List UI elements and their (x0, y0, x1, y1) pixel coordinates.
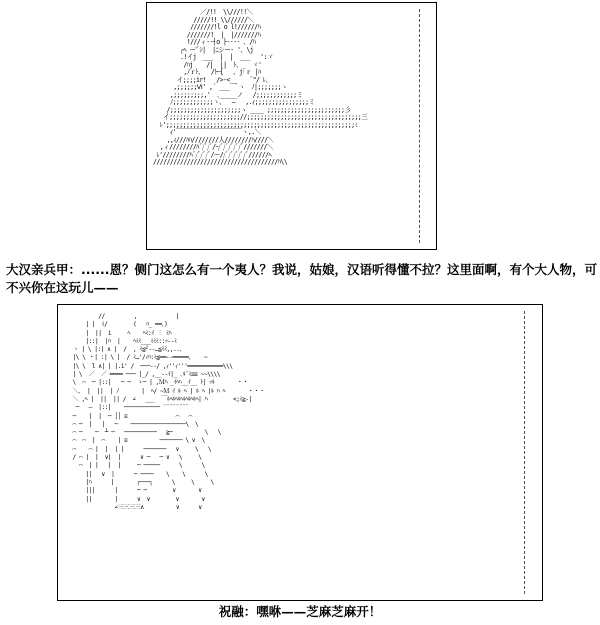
manga-panel-bottom (57, 304, 543, 601)
panel-dashed-divider (419, 9, 420, 243)
dialogue-caption-guard: 大汉亲兵甲：......恩？侧门这怎么有一个夷人？我说，姑娘，汉语听得懂不拉？这里面啊，有个大人物，可不兴你在这玩儿—— (6, 262, 597, 295)
dialogue-caption-zhurong: 祝融：嘿咻——芝麻芝麻开！ (218, 604, 382, 619)
manga-panel-top (146, 2, 437, 250)
ascii-art-figure-attack: // , | | | ﾐ/ ( ﾊ_ ━━、) | || i ﾍ ﾍﾐ:ｲ ︙ ﾐﾊ |::| |ﾊ | ﾍﾐﾐ___ﾐﾐﾐ::ｯ‐‐ﾐ ヽ | \ |:| ∧ | / , ﾐ≦┘‐‐…≦ﾐﾐ,,..、 |\ \ ・| :| \ | / ﾐ…'/ｨﾊ:ﾐ≦━━‐‐━━━━━、 ~ |\ \ l ∧| | |.i' / ───‐‐/ ,ｨ''ｨ'''━━━━━━━━━━━\\\ | \ ／ ／ ━━━━ ─── |_/ ,__‐‐ｲ|_ ､ﾙ¨ﾐ≡≡ ~~\\\\ \ ⌒ ─ |::| ─ ─ ゝ─ | ,Ｍﾊ _ｲﾍﾊ__ｲ__ ﾄ| ｯﾙ ・・ ＼、 | || | ﾉ | ﾍ/ ~Ｍ ｲ ﾙ ﾍ | ﾙ ﾍ |ﾙ ﾊ ﾍ ・・・ ＼ ,ﾍ | || || / ∠ ___ ￣ﾙﾍﾙﾍﾙﾍﾙﾍﾙﾍﾙﾍ| ﾊ <;ﾐ≧-| ─ ― |::| ─────────── ¨¨¨¨¨¨¨¨ ─ | | ─ ││ ≡ ⌒ ⌒ ⌒ ─ | | ─ ─────────────────\ \ ⌒ ─ ─ ┴ ─ ────────── ≧─ \ \ ⌒ ⌒ | ⌒ | ≡ ─────── \ ∨ \ ⌒ ⌒ | | | | ─────── ∨ \ \ / ⌒ | | ∨| | ∨ ─ ─ ∨ \ \ ⌒ | | | | ─ ───── \ \ || ∨ | ─ ──── \ \ \ |ﾊ | ┌───┐ \ \ \ ||| | ─ ─ ∨ ∨ || | ∨ ∨ ∨ ∨ ∠三三三三∧ ∨ ∨ (72, 313, 265, 511)
panel-dashed-divider (524, 311, 525, 594)
ascii-art-figure-veiled-woman: ／/!! \\///!!＼ /////!! \\//////＼ ///////!l o l!//////ﾊ ///////! | |///////ﾊ !///ィ-‐┤o ├‐--‐ 、/ﾊ ┌ﾍ ー'ﾞｼ| |ﾆシー‐ '、\j .!イj ___ | | ___ ':ゞ /ﾊj /| || ﾄ、 ゞ' ,ﾉｒﾄ、 /ﾄｰ{ 、j｢ｒ |ﾊ イ;;;;ir! />-<__ ﾞ"/ ﾚ、 ,;;;;;;Ⅵ' ,´ ___ ｀ヽ ﾉ|;;;;;;;ヽ ,;;;;;;;;;,' ､_____ノ /;;;;;;;;;;;;ミ ﾉ;;;;;;;;;;;;ゝ、 ― ,.ｨ;;;;;;;;;;;;;;;;ミ /;;;;;;;;;;;;;;;;;;;;;ヽ ____ ;;;;;;;;;;;;;;;;;;;;;;;彡 イ;;;;;;;;;;;;;;;;;;;;;//;;;;;;;;;;;;;;;;;;;;;;;;;;;;;;;;;;三 ﾚ';;;;;;;;;;;;;;;;;;;;;;;;;;;;;;;;;;;;;;;;;;;;;;;;;;;;;;;;ﾐ ｨ'￣￣￣￣￣￣￣￣￣￣￣ヽ,.＼ ,,ｨ///ﾊﾊ////////人////////ﾊ////＼ ,ィ////////ﾊﾞ/ﾞ/ﾞ/ｰ/ﾞ/ﾞ/ﾞ/ﾞ/ﾞ///////＼ ﾚ'////////ﾊﾞ/ﾞ/ﾞ/ﾞ/ー//ﾞ/ﾞ/ﾞ/ﾞ/ﾞ//////ﾍ /////////////////////////////////////ﾊ\\ (153, 8, 368, 166)
